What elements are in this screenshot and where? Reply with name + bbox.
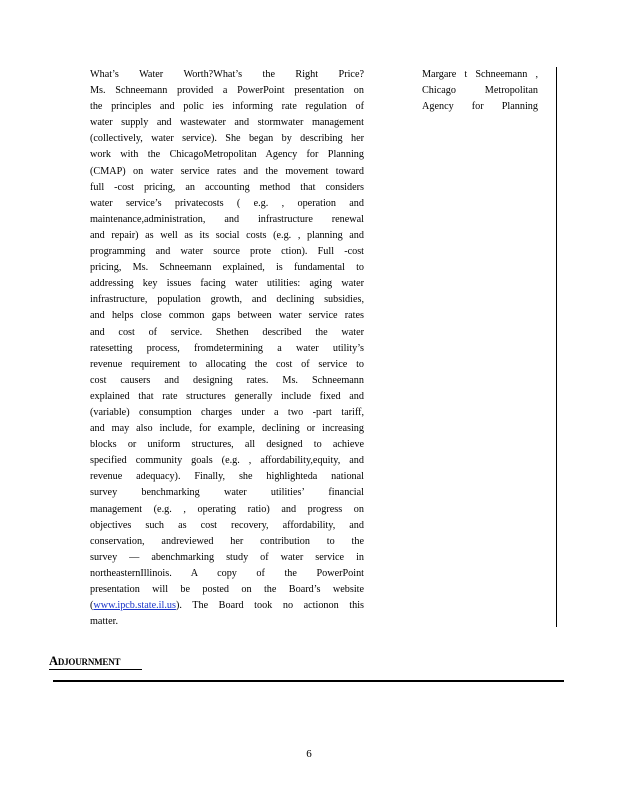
presenter-line: Chicago Metropolitan [422, 85, 538, 97]
minutes-line: (collectively, water service). She began by describing her [90, 133, 364, 145]
minutes-line: specified community goals (e.g. , affordability,equity, and [90, 455, 364, 467]
minutes-line: full -cost pricing, an accounting method that considers [90, 181, 364, 193]
minutes-line: (variable) consumption charges under a two -part tariff, [90, 406, 364, 418]
minutes-line: infrastructure, population growth, and declining subsidies, [90, 294, 364, 306]
minutes-line: survey benchmarking water utilities’ financial [90, 487, 364, 499]
link-trailing-text: ). The Board took no actionon this [175, 600, 364, 612]
minutes-line: water supply and wastewater and stormwater management [90, 117, 364, 129]
minutes-body [90, 67, 364, 630]
minutes-line: northeasternIllinois. A copy of the PowerPoint [90, 567, 364, 579]
link-open-paren: ( [90, 600, 94, 612]
minutes-line: objectives such as cost recovery, affordability, and [90, 519, 364, 531]
presenter-line: Agency for Planning [422, 101, 538, 113]
minutes-line: (CMAP) on water service rates and the movement toward [90, 165, 364, 177]
minutes-line: matter. [90, 616, 119, 628]
presenter-column [422, 67, 538, 115]
minutes-line: water service’s privatecosts ( e.g. , operation and [90, 197, 364, 209]
minutes-line-with-link [90, 598, 364, 614]
minutes-line: survey — abenchmarking study of water service in [90, 551, 364, 563]
section-heading-adjournment [49, 655, 142, 670]
minutes-line: ratesetting process, fromdetermining a water utility’s [90, 342, 364, 354]
minutes-line: conservation, andreviewed her contribution to the [90, 535, 364, 547]
minutes-line: and helps close common gaps between water service rates [90, 310, 364, 322]
minutes-line: presentation will be posted on the Board’s website [90, 584, 364, 595]
minutes-line: management (e.g. , operating ratio) and progress on [90, 503, 364, 515]
minutes-line: work with the ChicagoMetropolitan Agency for Planning [90, 149, 364, 161]
page-number: 6 [306, 748, 312, 760]
column-divider [556, 67, 557, 627]
minutes-line: cost causers and designing rates. Ms. Schneemann [90, 374, 364, 386]
minutes-line: and repair) as well as its social costs (e.g. , planning and [90, 229, 364, 241]
minutes-line: and may also include, for example, declining or increasing [90, 423, 364, 435]
minutes-line: What’s Water Worth?What’s the Right Price? [90, 69, 364, 80]
heading-initial: A [49, 654, 58, 668]
minutes-line: programming and water source prote ction). Full -cost [90, 246, 364, 258]
minutes-line: maintenance,administration, and infrastructure renewal [90, 213, 364, 225]
presenter-line: Margare t Schneemann , [422, 69, 538, 80]
minutes-line: pricing, Ms. Schneemann explained, is fundamental to [90, 262, 364, 274]
board-website-link[interactable]: www.ipcb.state.il.us [93, 600, 176, 612]
minutes-line: addressing key issues facing water utilities: aging water [90, 278, 364, 290]
minutes-line: and cost of service. Shethen described the water [90, 326, 364, 338]
heading-rest: DJOURNMENT [57, 657, 121, 667]
minutes-line: Ms. Schneemann provided a PowerPoint presentation on [90, 85, 364, 97]
minutes-line: explained that rate structures generally include fixed and [90, 390, 364, 402]
minutes-line: revenue adequacy). Finally, she highlighteda national [90, 471, 364, 483]
section-rule [53, 680, 564, 682]
minutes-line: revenue requirement to allocating the cost of service to [90, 358, 364, 370]
minutes-line: the principles and polic ies informing rate regulation of [90, 101, 364, 113]
minutes-line: blocks or uniform structures, all designed to achieve [90, 439, 364, 451]
